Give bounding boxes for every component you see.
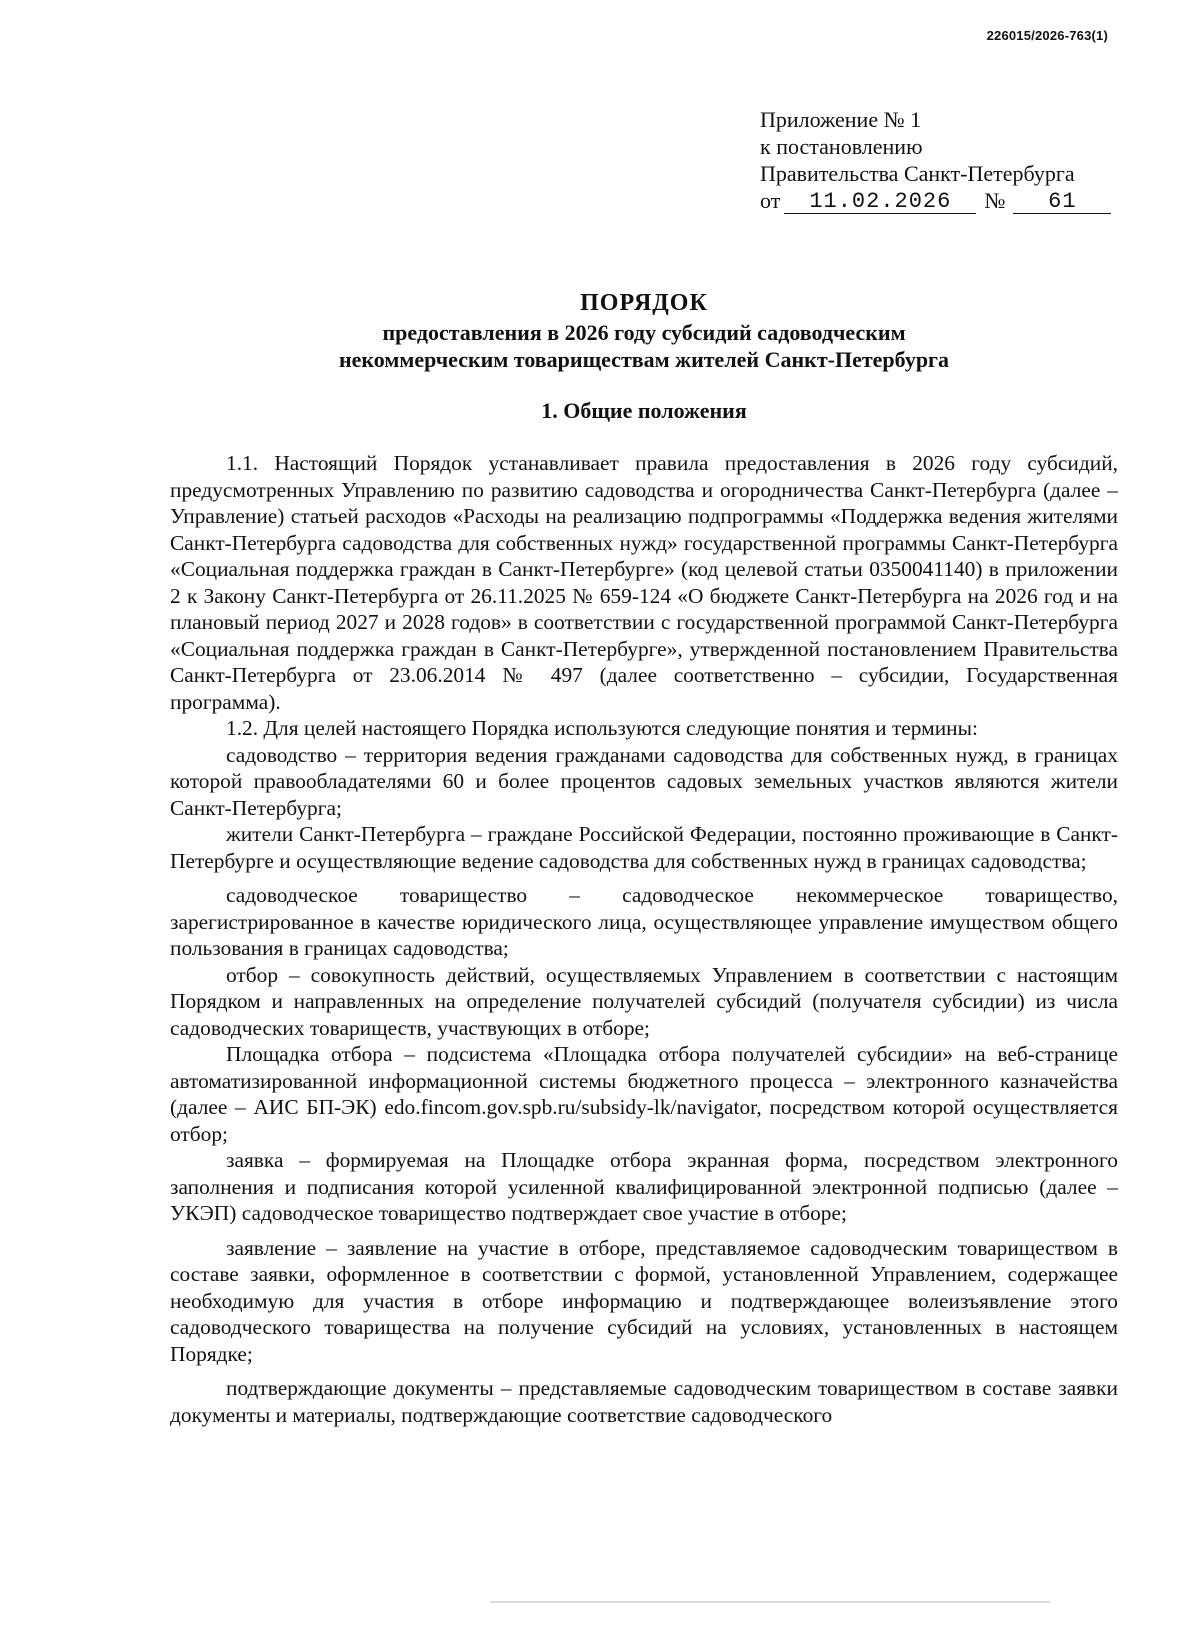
document-title-block [170, 290, 1118, 373]
paragraph-1-1: 1.1. Настоящий Порядок устанавливает правила предоставления в 2026 году субсидий, предусмотренных Управлению по развитию садоводства и огородничества Санкт-Петербурга (далее – Управление) статьей расходов «Расходы на реализацию подпрограммы «Поддержка ведения жителями Санкт-Петербурга садоводства для собственных нужд» государственной программы Санкт-Петербурга «Социальная поддержка граждан в Санкт-Петербурге» (код целевой статьи 0350041140) в приложении 2 к Закону Санкт-Петербурга от 26.11.2025 № 659-124 «О бюджете Санкт-Петербурга на 2026 год и на плановый период 2027 и 2028 годов» в соответствии с государственной программой Санкт-Петербурга «Социальная поддержка граждан в Санкт-Петербурге», утвержденной постановлением Правительства Санкт-Петербурга от 23.06.2014 № 497 (далее соответственно – субсидии, Государственная программа). [170, 451, 1118, 714]
definition-application: заявка – формируемая на Площадке отбора экранная форма, посредством электронного заполнения и подписания которой усиленной квалифицированной электронной подписью (далее – УКЭП) садоводческое товарищество подтверждает свое участие в отборе; [170, 1148, 1118, 1225]
appendix-date-line [760, 187, 1111, 214]
definition-supporting-documents: подтверждающие документы – представляемые садоводческим товариществом в составе заявки документы и материалы, подтверждающие соответствие садоводческого [170, 1376, 1118, 1427]
definition-sadovodstvo: садоводство – территория ведения гражданами садоводства для собственных нужд, в границах которой правообладателями 60 и более процентов садовых земельных участков являются жители Санкт-Петербурга; [170, 742, 1118, 820]
section-heading: 1. Общие положения [541, 398, 747, 423]
appendix-block [760, 106, 1111, 214]
appendix-date: 11.02.2026 [784, 191, 976, 214]
appendix-line-3: Правительства Санкт-Петербурга [760, 161, 1075, 186]
document-registration-number: 226015/2026-763(1) [986, 28, 1108, 43]
appendix-line-1: Приложение № 1 [760, 107, 922, 132]
appendix-number-label: № [984, 188, 1006, 213]
definition-statement: заявление – заявление на участие в отборе, представляемое садоводческим товариществом в составе заявки, оформленное в соответствии с формой, установленной Управлением, содержащее необходимую для участия в отборе информацию и подтверждающее волеизъявление этого садоводческого товарищества на получение субсидий на условиях, установленных в настоящем Порядке; [170, 1235, 1118, 1366]
definition-selection: отбор – совокупность действий, осуществляемых Управлением в соответствии с настоящим Порядком и направленных на определение получателей субсидий (получателя субсидии) из числа садоводческих товариществ, участвующих в отборе; [170, 962, 1118, 1040]
document-subtitle-line-1: предоставления в 2026 году субсидий садоводческим [382, 320, 906, 345]
appendix-number: 61 [1013, 191, 1111, 214]
definition-selection-platform: Площадка отбора – подсистема «Площадка отбора получателей субсидии» на веб-странице автоматизированной информационной системы бюджетного процесса – электронного казначейства (далее – АИС БП-ЭК) edo.fincom.gov.spb.ru/subsidy-lk/navigator, посредством которой осуществляется отбор; [170, 1042, 1118, 1146]
document-title: ПОРЯДОК [580, 290, 708, 316]
paragraph-1-2: 1.2. Для целей настоящего Порядка используются следующие понятия и термины: [226, 716, 978, 740]
definition-partnership: садоводческое товарищество – садоводческое некоммерческое товарищество, зарегистрированное в качестве юридического лица, осуществляющее управление имуществом общего пользования в границах садоводства; [170, 883, 1118, 960]
definition-residents: жители Санкт-Петербурга – граждане Российской Федерации, постоянно проживающие в Санкт-Петербурге и осуществляющие ведение садоводства для собственных нужд в границах садоводства; [170, 822, 1118, 873]
appendix-from-label: от [760, 188, 781, 213]
appendix-line-2: к постановлению [760, 134, 923, 159]
document-subtitle-line-2: некоммерческим товариществам жителей Санкт-Петербурга [338, 347, 950, 372]
scan-bottom-divider [490, 1601, 1050, 1603]
document-body [170, 450, 1118, 1428]
